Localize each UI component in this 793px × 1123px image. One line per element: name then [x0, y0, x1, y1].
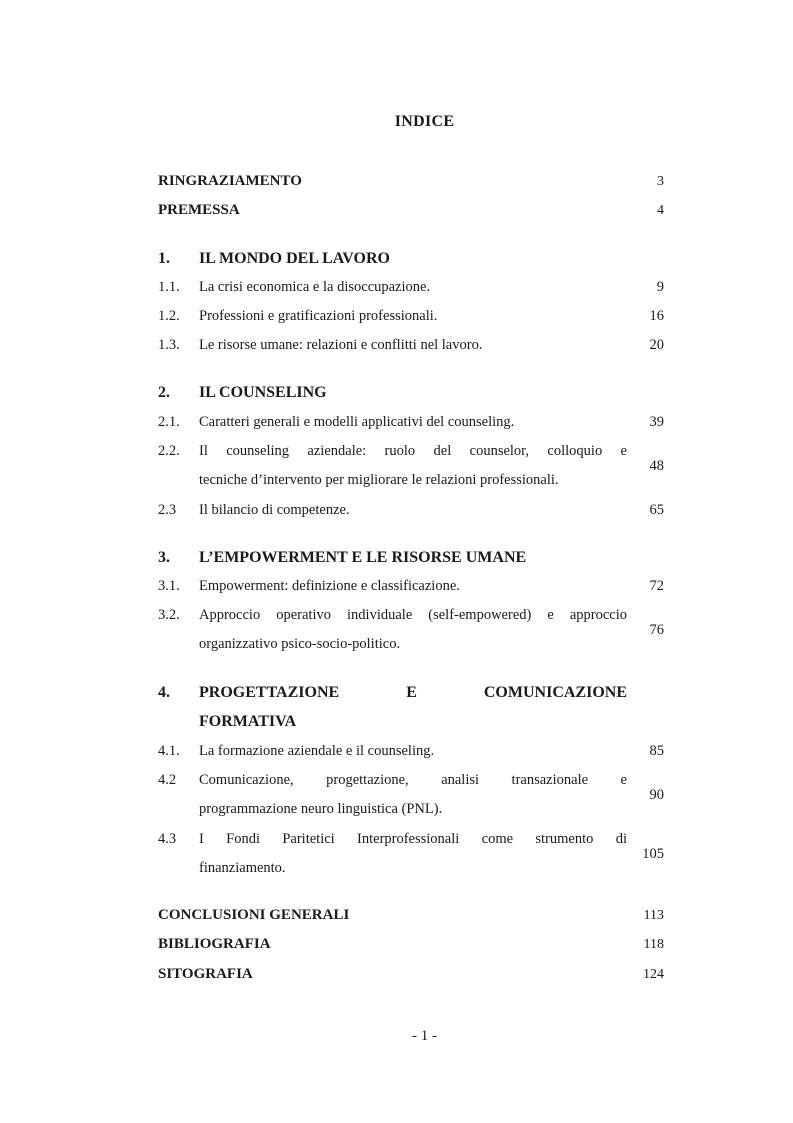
page-title: INDICE [394, 113, 455, 130]
toc-page-number: 113 [643, 908, 664, 923]
toc-entry-label: PREMESSA [158, 202, 240, 218]
toc-page-number: 72 [649, 578, 664, 594]
toc-section-title: La crisi economica e la disoccupazione. [199, 279, 431, 295]
toc-section-number: 4.1. [158, 743, 180, 759]
toc-section-title-line-2: organizzativo psico-socio-politico. [199, 636, 401, 652]
toc-chapter-number: 4. [158, 684, 170, 701]
toc-page-number: 76 [649, 622, 664, 638]
toc-section-title: Professioni e gratificazioni professionali. [199, 308, 438, 324]
toc-section-3-2[interactable] [158, 601, 664, 659]
toc-section-title-line-1: Approccio operativo individuale (self-empowered) e approccio [199, 607, 627, 623]
toc-chapter-title: IL COUNSELING [199, 384, 327, 401]
toc-section-title-line-1: Il counseling aziendale: ruolo del counselor, colloquio e [199, 443, 627, 459]
toc-entry-label: SITOGRAFIA [158, 966, 253, 982]
toc-page-number: 16 [649, 308, 664, 324]
toc-section-number: 4.2 [158, 772, 177, 788]
toc-section-title-line-2: finanziamento. [199, 860, 286, 876]
toc-chapter-title: IL MONDO DEL LAVORO [199, 250, 390, 267]
toc-page-number: 90 [649, 787, 664, 803]
toc-page-number: 20 [649, 337, 664, 353]
toc-section-number: 1.1. [158, 279, 180, 295]
toc-page-number: 85 [649, 743, 664, 759]
toc-section-number: 2.1. [158, 414, 180, 430]
page-number-footer: - 1 - [412, 1028, 437, 1044]
toc-page-number: 124 [643, 967, 664, 982]
toc-section-title-line-1: Comunicazione, progettazione, analisi transazionale e [199, 772, 627, 788]
toc-chapter-number: 3. [158, 549, 170, 566]
toc-page-number: 39 [649, 414, 664, 430]
toc-page-number: 118 [643, 937, 664, 952]
toc-section-number: 3.2. [158, 607, 180, 623]
toc-section-title-line-2: tecniche d’intervento per migliorare le relazioni professionali. [199, 472, 559, 488]
toc-entry-label: CONCLUSIONI GENERALI [158, 907, 350, 923]
toc-section-number: 4.3 [158, 831, 177, 847]
toc-section-title: Empowerment: definizione e classificazione. [199, 578, 460, 594]
toc-section-title: La formazione aziendale e il counseling. [199, 743, 435, 759]
toc-section-4-3[interactable] [158, 825, 664, 883]
toc-section-title: Caratteri generali e modelli applicativi del counseling. [199, 414, 515, 430]
toc-section-4-2[interactable] [158, 766, 664, 824]
toc-page-number: 3 [657, 174, 664, 189]
toc-section-number: 2.3 [158, 502, 177, 518]
toc-section-number: 3.1. [158, 578, 180, 594]
toc-chapter-number: 1. [158, 250, 170, 267]
toc-page-number: 105 [642, 846, 664, 862]
toc-section-title: Le risorse umane: relazioni e conflitti nel lavoro. [199, 337, 483, 353]
toc-entry-label: RINGRAZIAMENTO [158, 173, 302, 189]
toc-entry-label: BIBLIOGRAFIA [158, 936, 271, 952]
toc-page-number: 9 [656, 279, 664, 295]
toc-section-title-line-2: programmazione neuro linguistica (PNL). [199, 801, 443, 817]
toc-section-2-2[interactable] [158, 437, 664, 495]
toc-chapter-title-line-2: FORMATIVA [199, 713, 297, 730]
toc-section-number: 1.3. [158, 337, 180, 353]
toc-page-number: 65 [649, 502, 664, 518]
toc-page-number: 48 [649, 458, 664, 474]
toc-chapter-title-line-1: PROGETTAZIONE E COMUNICAZIONE [199, 684, 627, 701]
toc-chapter-4[interactable] [158, 678, 664, 736]
toc-section-number: 1.2. [158, 308, 180, 324]
toc-section-title: Il bilancio di competenze. [199, 502, 350, 518]
toc-chapter-title: L’EMPOWERMENT E LE RISORSE UMANE [199, 549, 527, 566]
toc-page-number: 4 [657, 203, 664, 218]
toc-chapter-number: 2. [158, 384, 170, 401]
toc-section-number: 2.2. [158, 443, 180, 459]
toc-section-title-line-1: I Fondi Paritetici Interprofessionali come strumento di [199, 831, 627, 847]
